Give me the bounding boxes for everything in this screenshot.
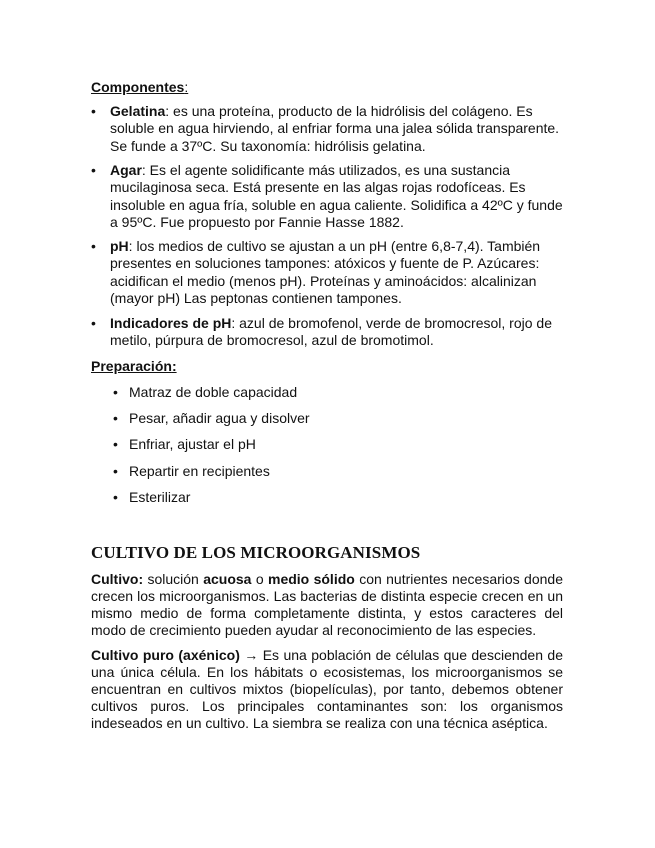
item-text: : Es el agente solidificante más utilizados, es una sustancia mucilaginosa seca. Está presente en las algas rojas rodofíceas. Es insoluble en agua fría, soluble en agua caliente. Solidifica a 42ºC y funde a 95ºC. Fue propuesto por Fannie Hasse 1882. <box>110 162 563 231</box>
bullet-icon: • <box>113 463 118 479</box>
list-item <box>113 410 310 427</box>
bullet-icon: • <box>113 384 118 400</box>
step-text: Esterilizar <box>129 489 191 505</box>
list-item <box>91 315 563 350</box>
arrow-icon: → <box>239 647 263 663</box>
item-text: : azul de bromofenol, verde de bromocresol, rojo de metilo, púrpura de bromocresol, azul de bromotimol. <box>110 315 552 349</box>
item-term: Gelatina <box>110 103 166 119</box>
cultivo-paragraph: Cultivo: solución acuosa o medio sólido con nutrientes necesarios donde crecen los microorganismos. Las bacterias de distinta especie crecen en un mismo medio de forma completamente distinta, y estos caracteres del modo de crecimiento pueden ayudar al reconocimiento de las especies. <box>91 571 563 638</box>
components-heading: Componentes: <box>91 79 189 95</box>
bullet-icon: • <box>91 162 96 178</box>
step-text: Repartir en recipientes <box>129 463 270 479</box>
step-text: Pesar, añadir agua y disolver <box>129 410 310 426</box>
bullet-icon: • <box>113 436 118 452</box>
cultivo-puro-paragraph: Cultivo puro (axénico) → Es una población de células que descienden de una única célula. En los hábitats o ecosistemas, los microorganismos se encuentran en cultivos mixtos (biopelículas), por tanto, debemos obtener cultivos puros. Los principales contaminantes son: los organismos indeseados en un cultivo. La siembra se realiza con una técnica aséptica. <box>91 647 564 731</box>
list-item <box>113 436 256 453</box>
item-term: Agar <box>110 162 142 178</box>
item-term: pH <box>110 238 129 254</box>
item-text: : los medios de cultivo se ajustan a un pH (entre 6,8-7,4). También presentes en soluciones tampones: atóxicos y fuente de P. Azúcares: acidifican el medio (menos pH). Proteínas y aminoácidos: alcalinizan (mayor pH) Las peptonas contienen tampones. <box>110 238 541 307</box>
bullet-icon: • <box>91 315 96 331</box>
item-text: : es una proteína, producto de la hidrólisis del colágeno. Es soluble en agua hirviendo, al enfriar forma una jalea sólida transparente. Se funde a 37ºC. Su taxonomía: hidrólisis gelatina. <box>110 103 560 154</box>
bullet-icon: • <box>91 238 96 254</box>
bullet-icon: • <box>113 410 118 426</box>
list-item <box>91 238 563 308</box>
list-item <box>91 103 563 155</box>
preparation-heading: Preparación: <box>91 358 177 374</box>
list-item <box>113 384 297 401</box>
section-title: CULTIVO DE LOS MICROORGANISMOS <box>91 543 421 562</box>
list-item <box>113 489 190 506</box>
step-text: Matraz de doble capacidad <box>129 384 298 400</box>
step-text: Enfriar, ajustar el pH <box>129 436 256 452</box>
bullet-icon: • <box>91 103 96 119</box>
list-item <box>113 463 270 480</box>
item-term: Indicadores de pH <box>110 315 232 331</box>
list-item <box>91 162 563 232</box>
bullet-icon: • <box>113 489 118 505</box>
